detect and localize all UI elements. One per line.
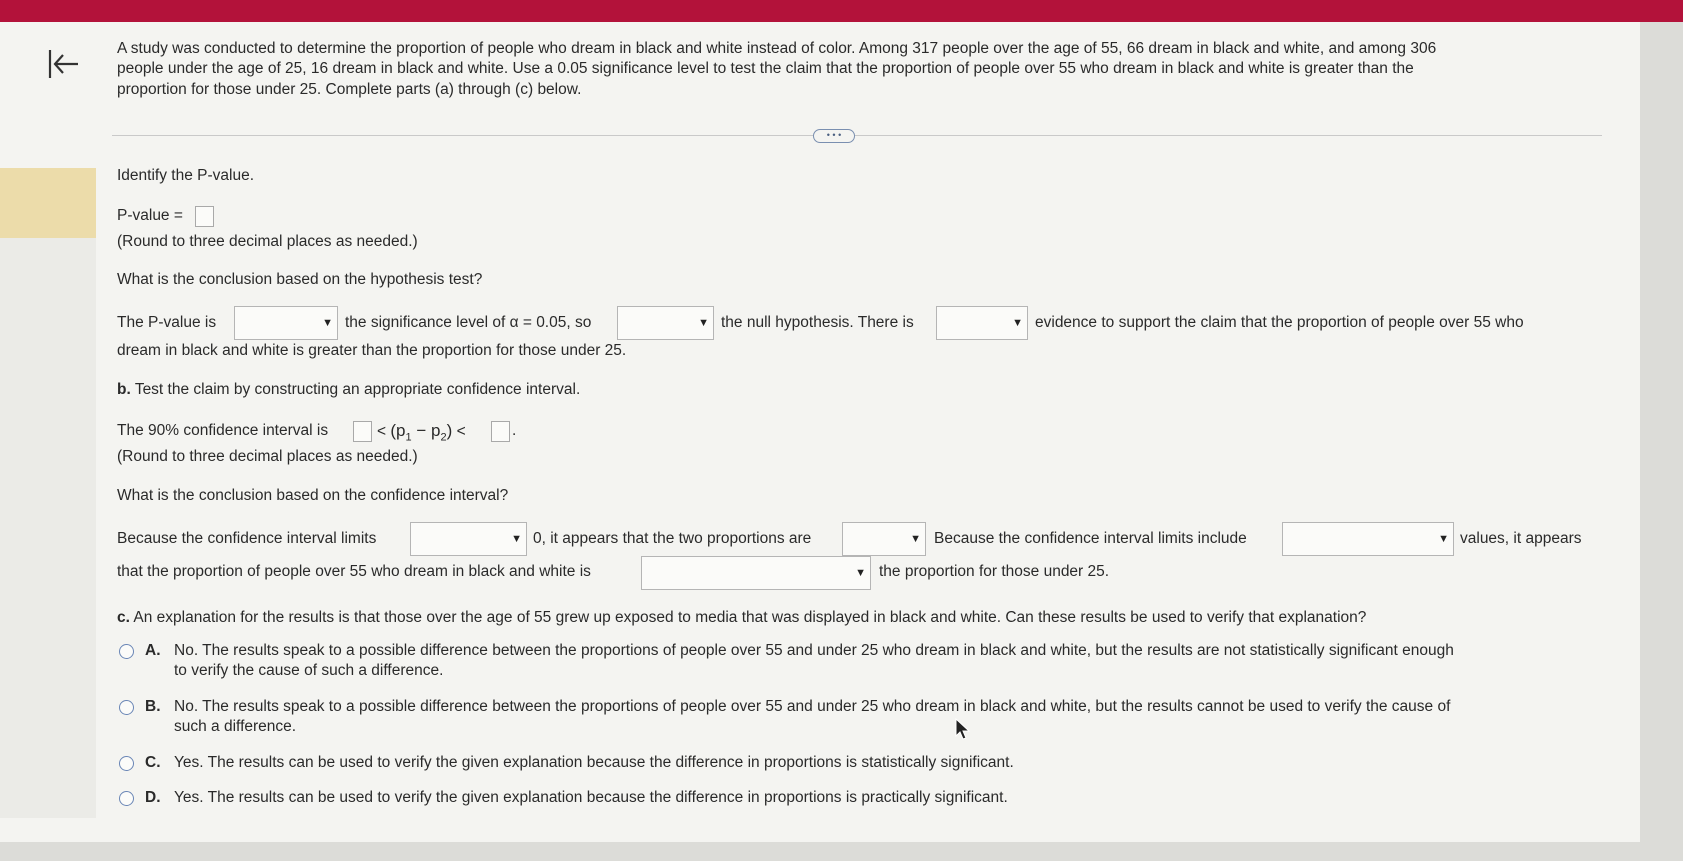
null-hypothesis-decision-dropdown[interactable]	[617, 306, 714, 340]
option-b-text[interactable]	[174, 697, 1574, 736]
option-c-letter: C.	[145, 754, 161, 771]
sentence-evidence: evidence to support the claim that the proportion of people over 55 who	[1035, 314, 1524, 331]
option-a-line-2: to verify the cause of such a difference.	[174, 661, 444, 679]
pvalue-comparison-dropdown[interactable]	[234, 306, 338, 340]
option-b-letter: B.	[145, 698, 161, 715]
ci-minus-p: − p	[411, 421, 441, 440]
ci-sentence-1: Because the confidence interval limits	[117, 530, 377, 547]
proportions-equality-dropdown[interactable]	[842, 522, 926, 556]
ci-label: The 90% confidence interval is	[117, 422, 329, 439]
ci-less-than-2: <	[456, 423, 466, 440]
part-c-letter: c.	[117, 609, 130, 626]
option-b-line-1: No. The results speak to a possible difference between the proportions of people over 55 and under 25 who dream in black and white, but the results cannot be used to verify the cause of	[174, 698, 1451, 715]
ci-limits-zero-dropdown[interactable]	[410, 522, 527, 556]
dropdown-arrow-icon: ▼	[698, 317, 709, 329]
current-question-marker	[0, 168, 96, 238]
ci-p1-text: (p	[390, 421, 406, 440]
dropdown-arrow-icon: ▼	[511, 533, 522, 545]
part-c-heading-text: An explanation for the results is that those over the age of 55 grew up exposed to media that was displayed in black and white. Can these results be used to verify that explanation?	[133, 609, 1367, 626]
round-note-a: (Round to three decimal places as needed.)	[117, 233, 418, 250]
sentence-significance: the significance level of α = 0.05, so	[345, 314, 592, 331]
part-b-heading-text: Test the claim by constructing an appropriate confidence interval.	[134, 381, 581, 398]
left-sidebar-strip	[0, 238, 96, 818]
option-a-radio[interactable]	[119, 644, 134, 659]
mouse-pointer-icon	[955, 718, 973, 742]
dropdown-arrow-icon: ▼	[855, 567, 866, 579]
ci-sub2: 2	[440, 431, 447, 444]
expand-more-button[interactable]: • • •	[813, 129, 855, 143]
ci-conclusion-prompt: What is the conclusion based on the confidence interval?	[117, 487, 509, 504]
sentence-dream-claim: dream in black and white is greater than the proportion for those under 25.	[117, 342, 627, 359]
option-a-letter: A.	[145, 642, 161, 659]
part-b-heading	[117, 380, 580, 400]
option-d-text[interactable]: Yes. The results can be used to verify the given explanation because the difference in proportions is practically significant.	[174, 789, 1008, 806]
intro-line-1: A study was conducted to determine the proportion of people who dream in black and white instead of color. Among 317 people over the age of 55, 66 dream in black and white, and among 306	[117, 40, 1437, 57]
proportion-comparison-dropdown[interactable]	[641, 556, 871, 590]
option-d-radio[interactable]	[119, 791, 134, 806]
ci-sentence-2: 0, it appears that the two proportions are	[533, 530, 812, 547]
dropdown-arrow-icon: ▼	[1438, 533, 1449, 545]
option-b-radio[interactable]	[119, 700, 134, 715]
ci-sentence-4: values, it appears	[1460, 530, 1582, 547]
identify-pvalue-prompt: Identify the P-value.	[117, 167, 254, 184]
part-b-letter: b.	[117, 381, 131, 398]
option-a-text[interactable]	[174, 641, 1574, 680]
intro-line-2: people under the age of 25, 16 dream in black and white. Use a 0.05 significance level to test the claim that the proportion of people over 55 who dream in black and white is greater than the	[117, 60, 1414, 77]
pvalue-input[interactable]	[195, 206, 214, 227]
dropdown-arrow-icon: ▼	[1012, 317, 1023, 329]
section-divider	[112, 135, 1602, 136]
pvalue-label: P-value =	[117, 207, 183, 224]
part-c-heading	[117, 608, 1366, 628]
ci-values-sign-dropdown[interactable]	[1282, 522, 1454, 556]
ci-close-paren: )	[446, 421, 453, 440]
ci-sentence-3: Because the confidence interval limits include	[934, 530, 1247, 547]
ci-upper-input[interactable]	[491, 421, 510, 442]
option-b-line-2: such a difference.	[174, 717, 297, 735]
dropdown-arrow-icon: ▼	[322, 317, 333, 329]
ci-p1	[390, 421, 453, 444]
round-note-b: (Round to three decimal places as needed.)	[117, 448, 418, 465]
back-to-start-icon[interactable]	[46, 46, 82, 82]
option-c-radio[interactable]	[119, 756, 134, 771]
ci-expression	[377, 421, 466, 447]
ci-lower-input[interactable]	[353, 421, 372, 442]
dropdown-arrow-icon: ▼	[910, 533, 921, 545]
ci-sub1: 1	[405, 431, 412, 444]
evidence-level-dropdown[interactable]	[936, 306, 1028, 340]
ci-sentence-5: that the proportion of people over 55 who dream in black and white is	[117, 563, 591, 580]
option-c-text[interactable]: Yes. The results can be used to verify the given explanation because the difference in proportions is statistically significant.	[174, 754, 1014, 771]
ci-sentence-6: the proportion for those under 25.	[879, 563, 1110, 580]
hypothesis-conclusion-prompt: What is the conclusion based on the hypothesis test?	[117, 271, 483, 288]
ci-less-than-1: <	[377, 423, 387, 440]
sentence-null-hypothesis: the null hypothesis. There is	[721, 314, 914, 331]
ci-period: .	[512, 422, 517, 439]
intro-line-3: proportion for those under 25. Complete parts (a) through (c) below.	[117, 81, 582, 98]
option-a-line-1: No. The results speak to a possible difference between the proportions of people over 55 and under 25 who dream in black and white, but the results are not statistically significant enough	[174, 642, 1454, 659]
option-d-letter: D.	[145, 789, 161, 806]
sentence-pvalue-is: The P-value is	[117, 314, 217, 331]
header-bar	[0, 0, 1683, 22]
